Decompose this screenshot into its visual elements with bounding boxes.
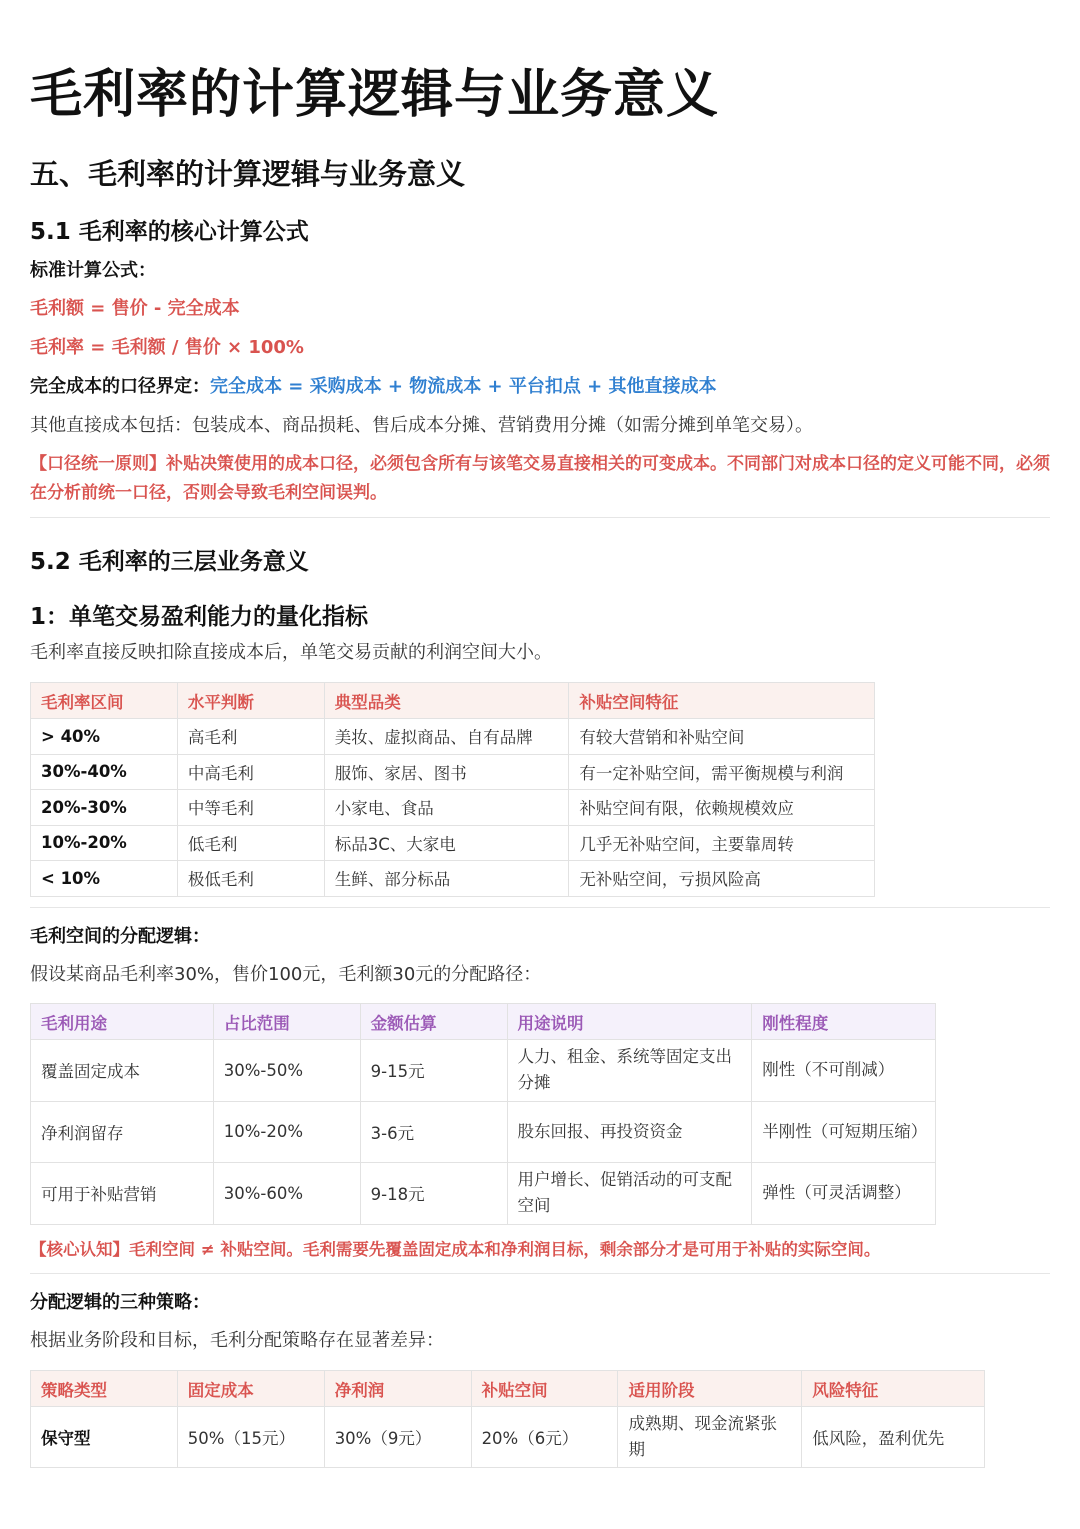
std-formula-label: 标准计算公式： bbox=[30, 260, 156, 281]
core-insight-note: 【核心认知】毛利空间 ≠ 补贴空间。毛利需要先覆盖固定成本和净利润目标，剩余部分才是可用于补贴的实际空间。 bbox=[30, 1240, 881, 1259]
table-cell: 30%-50% bbox=[213, 1040, 360, 1102]
cost-scope-line bbox=[30, 372, 716, 398]
allocation-table bbox=[30, 1003, 936, 1225]
table-header: 策略类型 bbox=[31, 1371, 178, 1407]
table-header: 毛利率区间 bbox=[31, 683, 178, 719]
divider bbox=[30, 517, 1050, 518]
heading-5-2: 5.2 毛利率的三层业务意义 bbox=[30, 549, 309, 575]
formula-gross-profit: 毛利额 = 售价 - 完全成本 bbox=[30, 298, 240, 319]
table-row bbox=[31, 754, 875, 790]
table-cell: 9-18元 bbox=[360, 1163, 507, 1225]
divider bbox=[30, 1273, 1050, 1274]
table-cell: 净利润留存 bbox=[31, 1101, 214, 1163]
table-row bbox=[31, 1040, 936, 1102]
table-cell: > 40% bbox=[31, 719, 178, 755]
strategy-table bbox=[30, 1370, 985, 1468]
table-cell: 有一定补贴空间，需平衡规模与利润 bbox=[569, 754, 875, 790]
table-header-row bbox=[31, 683, 875, 719]
table-header-row bbox=[31, 1004, 936, 1040]
table-cell: 低风险，盈利优先 bbox=[802, 1407, 985, 1468]
table-cell: 覆盖固定成本 bbox=[31, 1040, 214, 1102]
table-cell: 9-15元 bbox=[360, 1040, 507, 1102]
table-header: 补贴空间特征 bbox=[569, 683, 875, 719]
table-cell: 补贴空间有限，依赖规模效应 bbox=[569, 790, 875, 826]
table-cell: 股东回报、再投资资金 bbox=[507, 1101, 752, 1163]
table-header: 占比范围 bbox=[213, 1004, 360, 1040]
table-cell: 弹性（可灵活调整） bbox=[752, 1163, 936, 1225]
table-cell: 用户增长、促销活动的可支配空间 bbox=[507, 1163, 752, 1225]
sub1-description: 毛利率直接反映扣除直接成本后，单笔交易贡献的利润空间大小。 bbox=[30, 642, 552, 663]
allocation-label: 毛利空间的分配逻辑： bbox=[30, 926, 210, 947]
table-cell: 10%-20% bbox=[213, 1101, 360, 1163]
table-cell: 低毛利 bbox=[177, 825, 324, 861]
table-cell: 20%-30% bbox=[31, 790, 178, 826]
table-cell: 有较大营销和补贴空间 bbox=[569, 719, 875, 755]
table-cell: 3-6元 bbox=[360, 1101, 507, 1163]
table-row bbox=[31, 1407, 985, 1468]
table-header: 水平判断 bbox=[177, 683, 324, 719]
table-cell: 中高毛利 bbox=[177, 754, 324, 790]
table-cell: 30%（9元） bbox=[324, 1407, 471, 1468]
table-row bbox=[31, 861, 875, 897]
table-header: 风险特征 bbox=[802, 1371, 985, 1407]
strategy-label: 分配逻辑的三种策略： bbox=[30, 1292, 210, 1313]
table-cell: 几乎无补贴空间，主要靠周转 bbox=[569, 825, 875, 861]
table-cell: 极低毛利 bbox=[177, 861, 324, 897]
table-header: 用途说明 bbox=[507, 1004, 752, 1040]
cost-scope-label: 完全成本的口径界定： bbox=[30, 376, 210, 397]
table-header: 金额估算 bbox=[360, 1004, 507, 1040]
table-row bbox=[31, 719, 875, 755]
table-row bbox=[31, 1101, 936, 1163]
table-cell: 人力、租金、系统等固定支出分摊 bbox=[507, 1040, 752, 1102]
table-header: 补贴空间 bbox=[471, 1371, 618, 1407]
table-cell: 高毛利 bbox=[177, 719, 324, 755]
table-row bbox=[31, 825, 875, 861]
table-cell: 10%-20% bbox=[31, 825, 178, 861]
table-cell: 无补贴空间，亏损风险高 bbox=[569, 861, 875, 897]
table-cell: 美妆、虚拟商品、自有品牌 bbox=[324, 719, 569, 755]
table-header-row bbox=[31, 1371, 985, 1407]
table-cell: 标品3C、大家电 bbox=[324, 825, 569, 861]
table-header: 刚性程度 bbox=[752, 1004, 936, 1040]
table-header: 毛利用途 bbox=[31, 1004, 214, 1040]
table-cell: 成熟期、现金流紧张期 bbox=[618, 1407, 802, 1468]
cost-scope-formula: 完全成本 = 采购成本 + 物流成本 + 平台扣点 + 其他直接成本 bbox=[210, 376, 717, 397]
page-title: 毛利率的计算逻辑与业务意义 bbox=[30, 65, 720, 125]
table-header: 固定成本 bbox=[177, 1371, 324, 1407]
table-cell: 50%（15元） bbox=[177, 1407, 324, 1468]
table-header: 典型品类 bbox=[324, 683, 569, 719]
table-cell: 半刚性（可短期压缩） bbox=[752, 1101, 936, 1163]
table-cell: 服饰、家居、图书 bbox=[324, 754, 569, 790]
table-header: 适用阶段 bbox=[618, 1371, 802, 1407]
formula-gross-margin: 毛利率 = 毛利额 / 售价 × 100% bbox=[30, 337, 304, 358]
subheading-1: 1：单笔交易盈利能力的量化指标 bbox=[30, 604, 369, 630]
section-title: 五、毛利率的计算逻辑与业务意义 bbox=[30, 157, 466, 191]
table-cell: 可用于补贴营销 bbox=[31, 1163, 214, 1225]
table-cell: 中等毛利 bbox=[177, 790, 324, 826]
table-header: 净利润 bbox=[324, 1371, 471, 1407]
table-row bbox=[31, 1163, 936, 1225]
margin-level-table bbox=[30, 682, 875, 897]
table-cell: 30%-60% bbox=[213, 1163, 360, 1225]
heading-5-1: 5.1 毛利率的核心计算公式 bbox=[30, 219, 309, 245]
table-cell: 保守型 bbox=[31, 1407, 178, 1468]
principle-note: 【口径统一原则】补贴决策使用的成本口径，必须包含所有与该笔交易直接相关的可变成本。不同部门对成本口径的定义可能不同，必须在分析前统一口径，否则会导致毛利空间误判。 bbox=[30, 454, 1050, 503]
table-cell: 30%-40% bbox=[31, 754, 178, 790]
table-cell: 刚性（不可削减） bbox=[752, 1040, 936, 1102]
table-cell: 小家电、食品 bbox=[324, 790, 569, 826]
divider bbox=[30, 907, 1050, 908]
table-cell: < 10% bbox=[31, 861, 178, 897]
other-costs-text: 其他直接成本包括：包装成本、商品损耗、售后成本分摊、营销费用分摊（如需分摊到单笔交易）。 bbox=[30, 415, 813, 436]
table-row bbox=[31, 790, 875, 826]
strategy-description: 根据业务阶段和目标，毛利分配策略存在显著差异： bbox=[30, 1330, 444, 1351]
allocation-description: 假设某商品毛利率30%，售价100元，毛利额30元的分配路径： bbox=[30, 964, 542, 985]
table-cell: 生鲜、部分标品 bbox=[324, 861, 569, 897]
table-cell: 20%（6元） bbox=[471, 1407, 618, 1468]
